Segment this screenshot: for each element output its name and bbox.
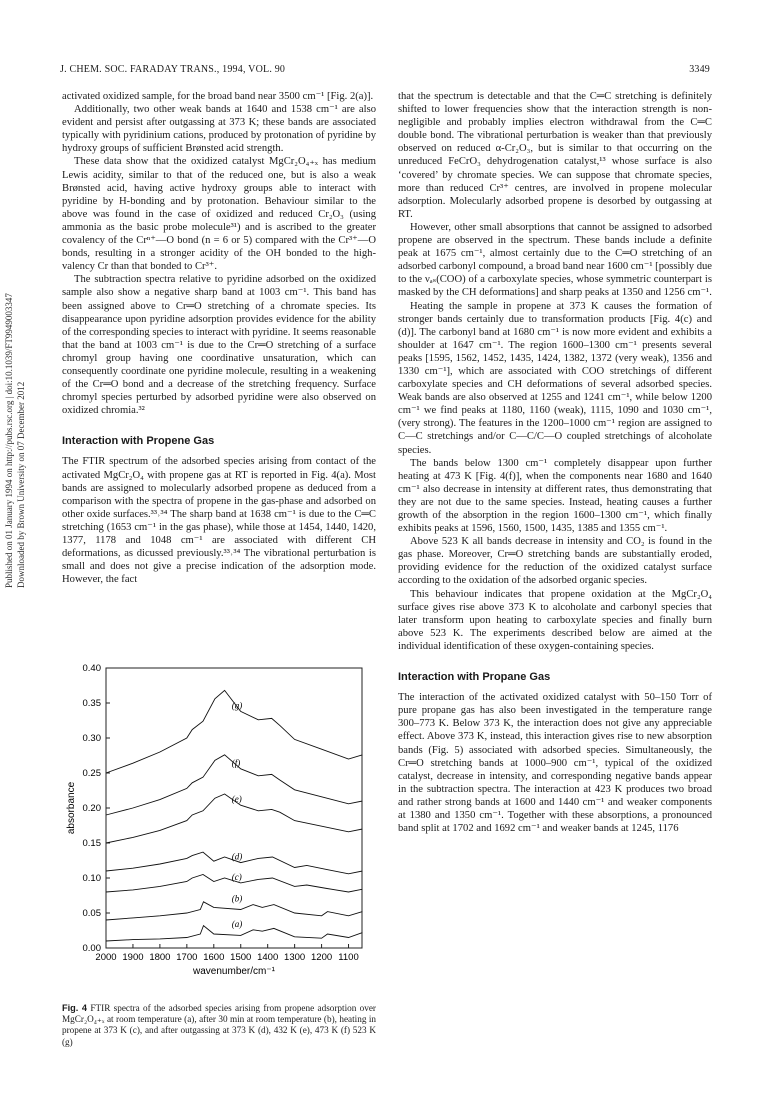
section-heading: Interaction with Propene Gas	[62, 435, 215, 448]
paragraph: The FTIR spectrum of the adsorbed species arising from contact of the activated MgCr₂O₄ with propene gas at RT is reported in Fig. 4(a). Most bands are assigned to molecularly adsorbed propene as deduced from a comparison with the spectra of propene in the gas-phase and adsorbed on other oxide surfaces.³³˒³⁴ The sharp band at 1638 cm⁻¹ is due to the C═C stretching (1653 cm⁻¹ in the gas phase), while those at 1454, 1440, 1420, 1377, 1178 and 1048 cm⁻¹ are associated with different CH deformations, as dicussed previously.³³˒³⁴ The vibrational perturbation is small and does not give a precise indication of the adsorption mode. However, the fact	[62, 456, 376, 586]
x-tick-label: 1200	[311, 952, 333, 963]
page-number: 3349	[689, 64, 710, 75]
series-label: (a)	[231, 918, 243, 929]
caption-label: Fig. 4	[62, 1003, 88, 1013]
section-heading: Interaction with Propane Gas	[398, 671, 551, 684]
series-label: (c)	[231, 871, 242, 882]
y-tick-label: 0.25	[82, 768, 101, 779]
y-axis-label: absorbance	[66, 781, 77, 835]
paragraph: The bands below 1300 cm⁻¹ completely disappear upon further heating at 473 K [Fig. 4(f)], when the components near 1680 and 1640 cm⁻¹ also decrease in intensity at different rates, thus demonstrating that they are not due to the same species. Instead, heating causes a further growth of the absorption in the region 1600–1300 cm⁻¹, which finally exhibits peaks at 1596, 1560, 1500, 1435, 1385 and 1355 cm⁻¹.	[398, 457, 712, 535]
paragraph: Heating the sample in propene at 373 K causes the formation of stronger bands certainly due to transformation products [Fig. 4(c) and (d)]. The carbonyl band at 1680 cm⁻¹ is now more evident and exhibits a shoulder at 1647 cm⁻¹. The region 1600–1300 cm⁻¹ presents several peaks [1595, 1562, 1452, 1435, 1424, 1382, 1372 (very weak), 1356 and 1330 cm⁻¹], which are associated with COO stretchings of different carboxylate species and CH deformations of several adsorbed species. Weak bands are also observed at 1255 and 1241 cm⁻¹, while below 1200 cm⁻¹ we find peaks at 1180, 1160 (weak), 1115, 1090 and 1030 cm⁻¹, (very strong). The features in the 1200–1000 cm⁻¹ region are assigned to C—C stretchings and/or C—C/C—O coupled stretchings of alcoholate species.	[398, 300, 712, 456]
paragraph: However, other small absorptions that cannot be assigned to adsorbed propene are observed in the spectrum. These bands include a definite peak at 1675 cm⁻¹, almost certainly due to the C═O stretching of an adsorbed carbonyl compound, a broad band near 1600 cm⁻¹ [possibly due to the νₐₛ(COO) of a carboxylate species, whose symmetric counterpart is masked by the CH deformations] and sharp peaks at 1350 and 1256 cm⁻¹.	[398, 221, 712, 299]
running-header	[60, 64, 710, 78]
downloaded-notice: Downloaded by Brown University on 07 December 2012	[16, 381, 26, 588]
series-label: (e)	[231, 794, 242, 805]
paragraph: This behaviour indicates that propene oxidation at the MgCr₂O₄ surface gives rise above 373 K to alcoholate and carbonyl species that later transform upon heating to carboxylate species and finally burn above 523 K. The experiments described below are aimed at the individual identification of these oxygen-containing species.	[398, 588, 712, 652]
x-tick-label: 1100	[338, 952, 359, 963]
paragraph: These data show that the oxidized catalyst MgCr₂O₄₊ₓ has medium Lewis acidity, similar to that of the reduced one, but is also a weak Brønsted acid, having active hydroxy groups able to interact with pyridine by H-bonding and by protonation. Behaviour similar to the above was found in the case of oxidized and reduced Cr₂O₃ (using ammonia as the basic probe molecule³¹) and is ascribed to the greater covalency of the Crⁿ⁺—O bond (n = 6 or 5) compared with the Cr³⁺—O bonds, resulting in a stronger acidity of the OH bonded to the high-valency Cr than that bonded to Cr³⁺.	[62, 156, 376, 273]
x-tick-label: 1300	[284, 952, 306, 963]
x-tick-label: 1500	[230, 952, 252, 963]
right-column	[398, 90, 712, 835]
download-watermark	[4, 268, 28, 588]
series-label: (d)	[231, 851, 243, 862]
spectrum-line	[106, 902, 363, 920]
y-tick-label: 0.00	[82, 943, 101, 954]
x-tick-label: 1900	[122, 952, 144, 963]
figure-caption	[62, 1003, 376, 1048]
paragraph: activated oxidized sample, for the broad band near 3500 cm⁻¹ [Fig. 2(a)].	[62, 91, 374, 102]
x-tick-label: 1400	[257, 952, 279, 963]
series-label: (g)	[231, 700, 243, 711]
y-tick-label: 0.30	[82, 733, 101, 744]
paragraph: Above 523 K all bands decrease in intensity and CO₂ is found in the gas phase. Moreover, Cr═O stretching bands are substantially eroded, providing evidence for the reduction of the oxidized catalyst surface according to the oxidation of the adsorbed organic species.	[398, 536, 712, 587]
x-tick-label: 2000	[95, 952, 117, 963]
x-tick-label: 1800	[149, 952, 171, 963]
caption-text: FTIR spectra of the adsorbed species arising from propene adsorption over MgCr₂O₄₊ₓ at room temperature (a), after 30 min at room temperature (b), heating in propene at 373 K (c), and after outgassing at 373 K (d), 432 K (e), 473 K (f) 523 K (g)	[62, 1003, 376, 1047]
series-label: (f)	[231, 757, 241, 768]
journal-citation: J. CHEM. SOC. FARADAY TRANS., 1994, VOL. 90	[60, 64, 286, 75]
figure-4	[62, 658, 382, 1058]
x-tick-label: 1700	[176, 952, 198, 963]
y-tick-label: 0.15	[82, 838, 101, 849]
x-tick-label: 1600	[203, 952, 225, 963]
paragraph: that the spectrum is detectable and that the C═C stretching is definitely shifted to lower frequencies show that the interaction strength is non-negligible and probably implies electron withdrawal from the C═C double bond. The vibrational perturbation is weaker than that previously observed on reduced α-Cr₂O₃, but is similar to that occurring on the unreduced FeCrO₃ dehydrogenation catalyst,¹³ whose surface is also ‘covered’ by chromate species. We can suppose that chromate species, more than reduced Cr³⁺ centres, are involved in propene molecular adsorption. Molecularly adsorbed propene is desorbed by outgassing at RT.	[398, 91, 712, 220]
ftir-spectra-chart	[62, 658, 382, 998]
y-tick-label: 0.05	[82, 908, 101, 919]
y-tick-label: 0.35	[82, 698, 101, 709]
y-tick-label: 0.10	[82, 873, 101, 884]
paragraph: The interaction of the activated oxidized catalyst with 50–150 Torr of pure propane gas has also been investigated in the temperature range 300–773 K. Below 373 K, the interaction does not give any appreciable effect. Above 373 K, instead, this interaction gives rise to new absorption bands (Fig. 5) associated with adsorbed species. Simultaneously, the Cr═O stretching bands at 1000–900 cm⁻¹, typical of the oxidized catalyst, decrease in intensity, and corresponding negative bands appear in the subtraction spectra. The interaction at 423 K produces two broad and rather strong bands at 1600 and 1440 cm⁻¹ and weaker components at 1380 and 1350 cm⁻¹. Together with these absorptions, a pronounced band split at 1702 and 1692 cm⁻¹ and weaker bands at 1245, 1176	[398, 692, 712, 835]
paragraph: Additionally, two other weak bands at 1640 and 1538 cm⁻¹ are also evident and persist after outgassing at 373 K; these bands are associated typically with pyridinium cations, produced by protonation of pyridine by hydroxy groups of sufficient Brønsted acid strength.	[62, 104, 376, 155]
x-axis-label: wavenumber/cm⁻¹	[193, 966, 275, 977]
y-tick-label: 0.20	[82, 803, 101, 814]
left-column	[62, 90, 376, 586]
paragraph: The subtraction spectra relative to pyridine adsorbed on the oxidized sample also show a negative sharp band at 1003 cm⁻¹. This band has been assigned above to Cr═O stretching of a chromate species. Its disappearance upon pyridine adsorption provides evidence for the ability of the corresponding species to interact with pyridine. It seems reasonable that the band at 1003 cm⁻¹ is due to the Cr═O stretching of a surface chromyl group having one coordinative unsaturation, which can consequently coordinate one pyridine molecule, resulting in a weakening of the Cr═O bond and a decrease of the stretching frequency. Surface chromyl species perturbed by adsorbed pyridine were also observed on oxidized chromia.³²	[62, 274, 376, 417]
series-label: (b)	[231, 893, 243, 904]
y-tick-label: 0.40	[82, 663, 101, 674]
published-notice: Published on 01 January 1994 on http://pubs.rsc.org | doi:10.1039/FT9949003347	[4, 293, 14, 588]
